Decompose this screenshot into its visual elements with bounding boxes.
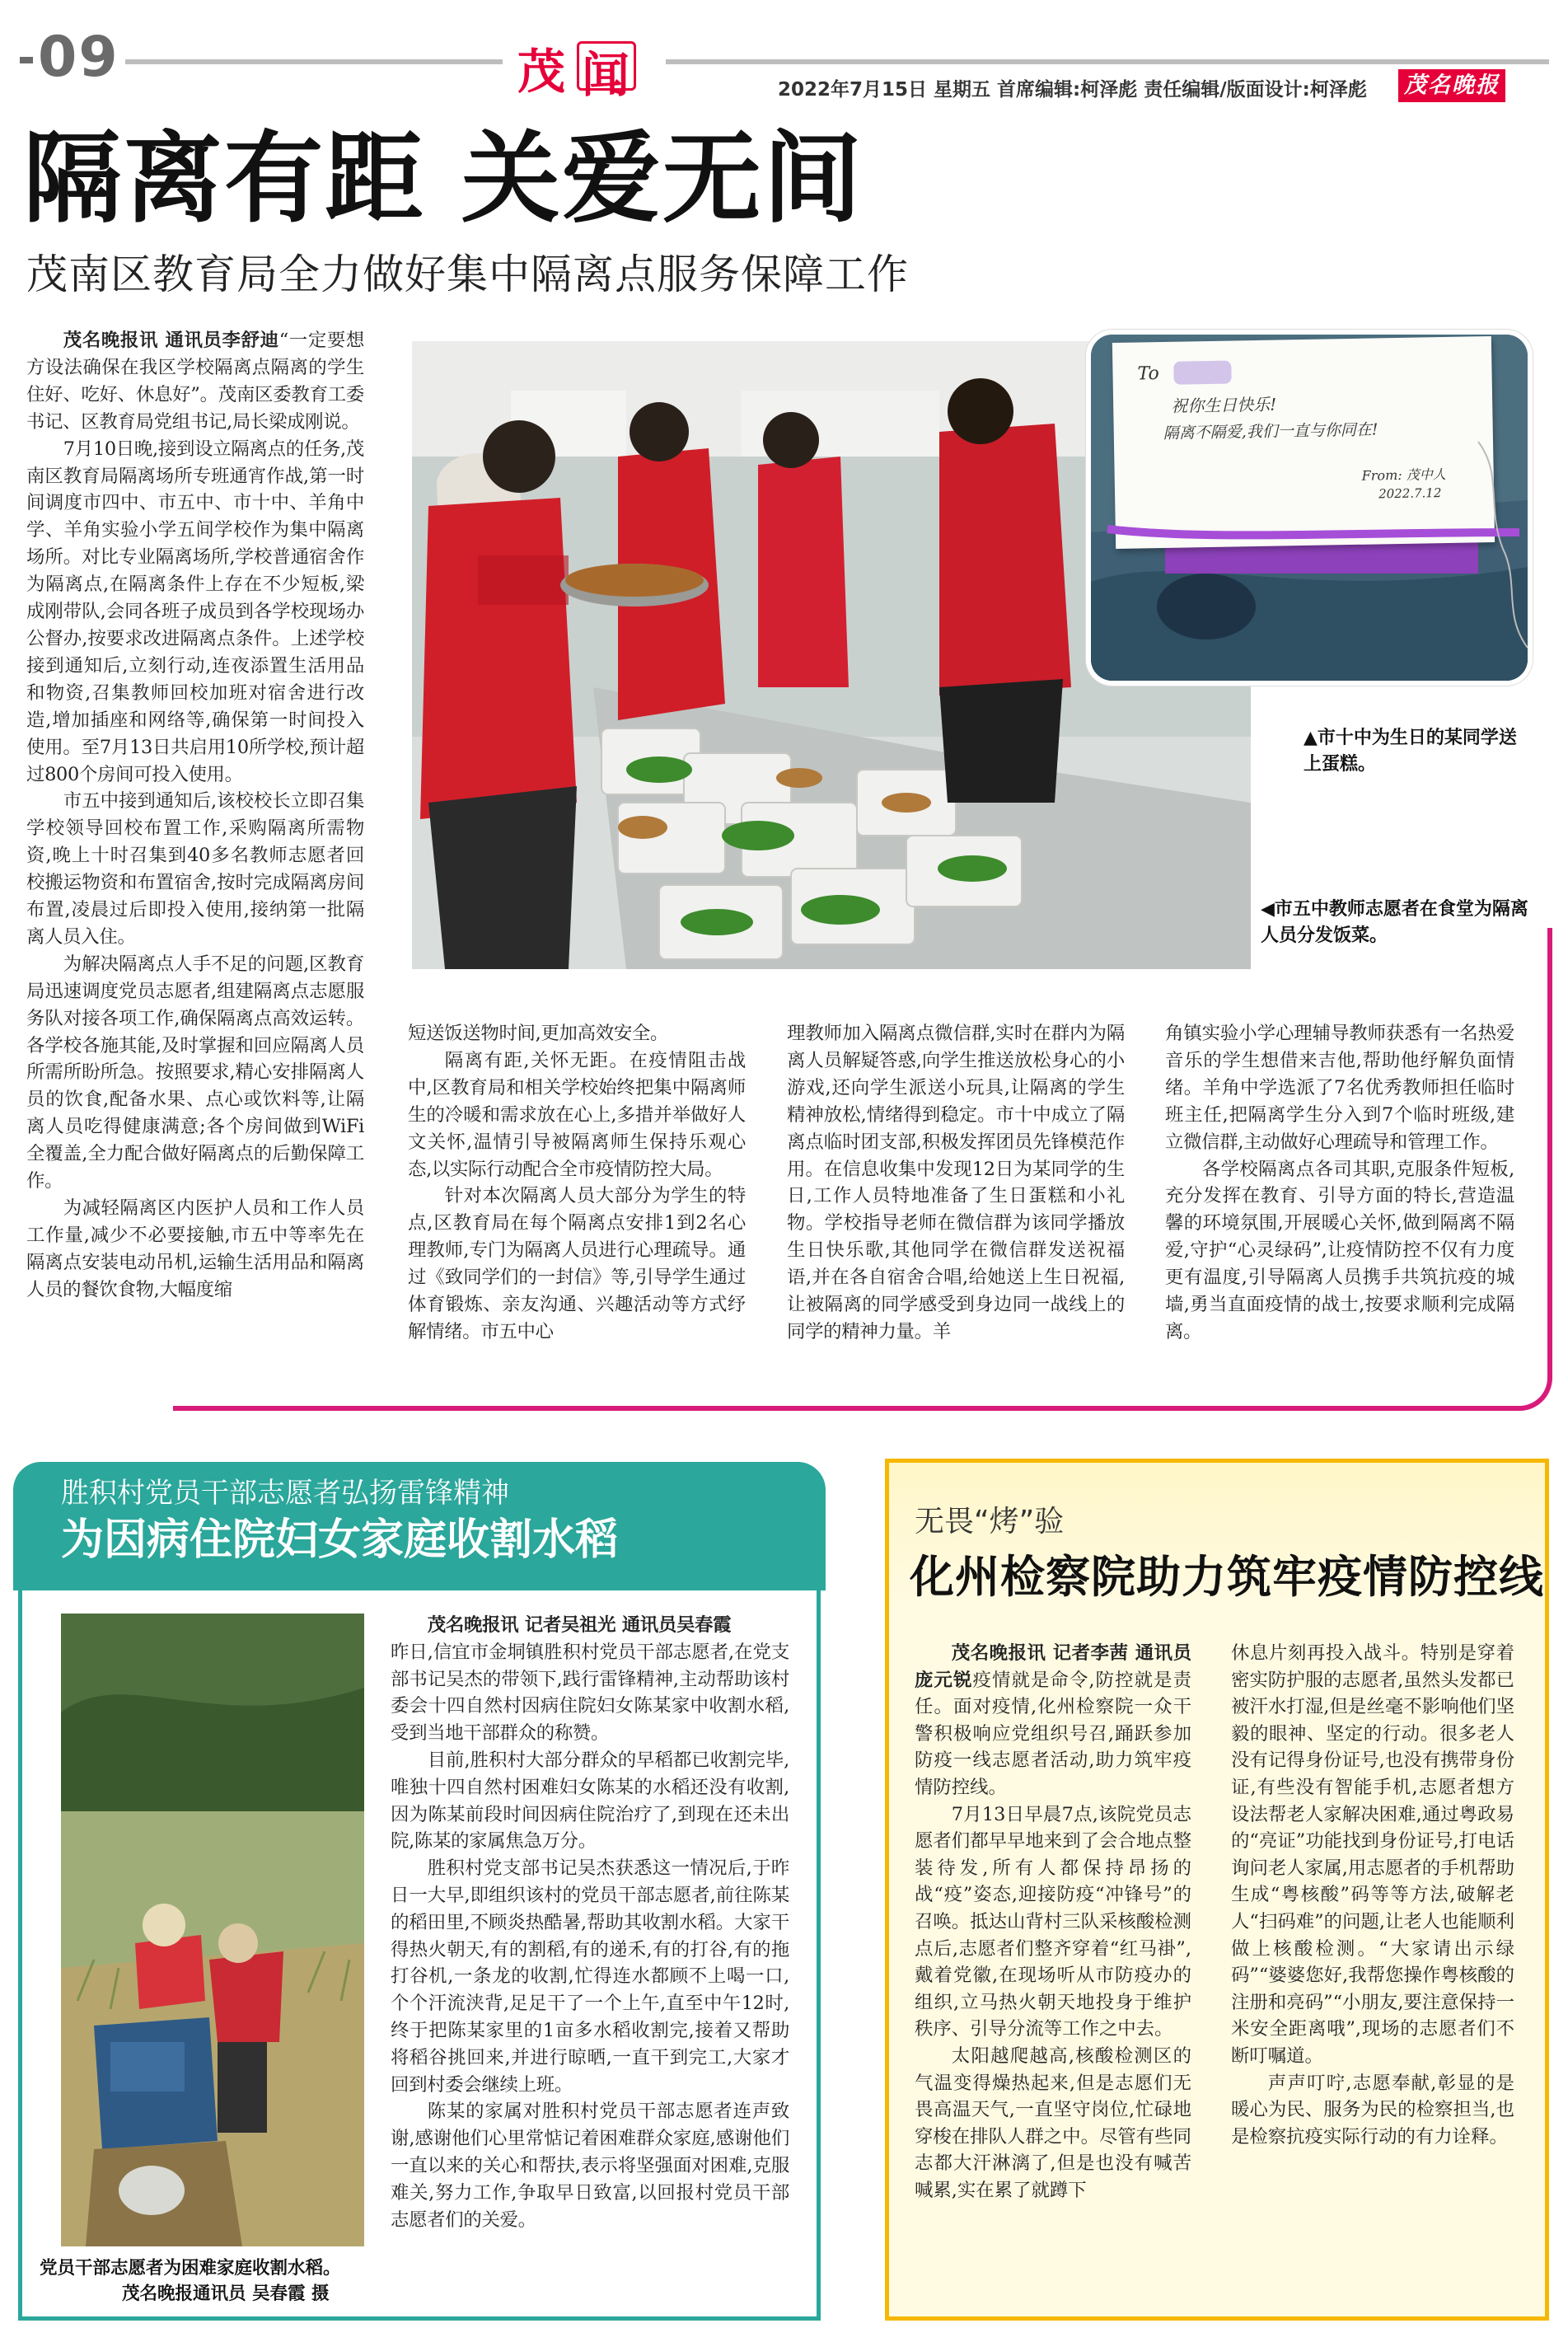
header-rule-right xyxy=(666,59,1549,64)
section-title: 茂 闻 xyxy=(517,33,651,96)
story1-col2: 短送饭送物时间,更加高效安全。 隔离有距,关怀无距。在疫情阻击战中,区教育局和相关学校始终把集中隔离师生的冷暖和需求放在心上,多措并举做好人文关怀,温情引导被隔离师生保持乐观心态,以实际行动配合全市疫情防控大局。 针对本次隔离人员大部分为学生的特点,区教育局在每个隔离点安排1到2名心理教师,专门为隔离人员进行心理疏导。通过《致同学们的一封信》等,引导学生通过体育锻炼、亲友沟通、兴趣活动等方式纾解情绪。市五中心 xyxy=(408,1023,746,1342)
story1-subhead: 茂南区教育局全力做好集中隔离点服务保障工作 xyxy=(26,251,909,298)
story1-headline: 隔离有距 关爱无间 xyxy=(23,122,864,237)
story2-photo-credit: 茂名晚报通讯员 吴春霞 摄 xyxy=(122,2284,330,2304)
story2-lead: 茂名晚报讯 记者吴祖光 通讯员吴春霞 xyxy=(427,1614,732,1636)
story1-col4: 角镇实验小学心理辅导教师获悉有一名热爱音乐的学生想借来吉他,帮助他纾解负面情绪。羊角中学选派了7名优秀教师担任临时班主任,把隔离学生分入到7个临时班级,建立微信群,主动做好心理疏导和管理工作。 各学校隔离点各司其职,克服条件短板,充分发挥在教育、引导方面的特长,营造温馨的环境氛围,开展暖心关怀,做到隔离不隔爱,守护“心灵绿码”,让疫情防控不仅有力度更有温度,引导隔离人员携手共筑抗疫的城墙,勇当直面疫情的战士,按要求顺利完成隔离。 xyxy=(1165,1023,1514,1342)
story2-kicker: 胜积村党员干部志愿者弘扬雷锋精神 xyxy=(61,1477,509,1510)
story1-lead: 茂名晚报讯 通讯员李舒迪 xyxy=(63,330,279,351)
story3-headline: 化州检察院助力筑牢疫情防控线 xyxy=(910,1551,1544,1603)
story1-col1: 茂名晚报讯 通讯员李舒迪“一定要想方设法确保在我区学校隔离点隔离的学生住好、吃好、休息好”。茂南区委教育工委书记、区教育局党组书记,局长梁成刚说。 7月10日晚,接到设立隔离点的任务,茂南区教育局隔离场所专班通宵作战,第一时间调度市四中、市五中、市十中、羊角中学、羊角实验小学五间学校作为集中隔离场所。对比专业隔离场所,学校普通宿舍作为隔离点,在隔离条件上存在不少短板,梁成刚带队,会同各班子成员到各学校现场办公督办,按要求改进隔离点条件。上述学校接到通知后,立刻行动,连夜添置生活用品和物资,召集教师回校加班对宿舍进行改造,增加插座和网络等,确保第一时间投入使用。至7月13日共启用10所学校,预计超过800个房间可投入使用。 市五中接到通知后,该校校长立即召集学校领导回校布置工作,采购隔离所需物资,晚上十时召集到40多名教师志愿者回校搬运物资和布置宿舍,按时完成隔离房间布置,凌晨过后即投入使用,接纳第一批隔离人员入住。 为解决隔离点人手不足的问题,区教育局迅速调度党员志愿者,组建隔离点志愿服务队对接各项工作,确保隔离点高效运转。各学校各施其能,及时掌握和回应隔离人员所需所盼所急。按照要求,精心安排隔离人员的饮食,配备水果、点心或饮料等,让隔离人员吃得健康满意;各个房间做到WiFi全覆盖,全力配合做好隔离点的后勤保障工作。 为减轻隔离区内医护人员和工作人员工作量,减少不必要接触,市五中等率先在隔离点安装电动吊机,运输生活用品和隔离人员的餐饮食物,大幅度缩 xyxy=(26,330,364,1300)
story3-col2: 休息片刻再投入战斗。特别是穿着密实防护服的志愿者,虽然头发都已被汗水打湿,但是丝毫不影响他们坚毅的眼神、坚定的行动。很多老人没有记得身份证号,也没有携带身份证,有些没有智能手机,志愿者想方设法帮老人家解决困难,通过粤政易的“亮证”功能找到身份证号,打电话询问老人家属,用志愿者的手机帮助生成“粤核酸”码等等方法,破解老人“扫码难”的问题,让老人也能顺利做上核酸检测。“大家请出示绿码”“婆婆您好,我帮您操作粤核酸的注册和亮码”“小朋友,要注意保持一米安全距离哦”,现场的志愿者们不断叮嘱道。 声声叮咛,志愿奉献,彰显的是暖心为民、服务为民的检察担当,也是检察抗疫实际行动的有力诠释。 xyxy=(1231,1642,1514,2148)
story2-body: 茂名晚报讯 记者吴祖光 通讯员吴春霞 昨日,信宜市金垌镇胜积村党员干部志愿者,在党支部书记吴杰的带领下,践行雷锋精神,主动帮助该村委会十四自然村因病住院妇女陈某家中收割水稻,受到当地干部群众的称赞。 目前,胜积村大部分群众的早稻都已收割完毕,唯独十四自然村困难妇女陈某的水稻还没有收割,因为陈某前段时间因病住院治疗了,到现在还未出院,陈某的家属焦急万分。 胜积村党支部书记吴杰获悉这一情况后,于昨日一大早,即组织该村的党员干部志愿者,前往陈某的稻田里,不顾炎热酷暑,帮助其收割水稻。大家干得热火朝天,有的割稻,有的递禾,有的打谷,有的拖打谷机,一条龙的收割,忙得连水都顾不上喝一口,个个汗流浃背,足足干了一个上午,直至中午12时,终于把陈某家里的1亩多水稻收割完,接着又帮助将稻谷挑回来,并进行晾晒,一直干到完工,大家才回到村委会继续上班。 陈某的家属对胜积村党员干部志愿者连声致谢,感谢他们心里常惦记着困难群众家庭,感谢他们一直以来的关心和帮扶,表示将坚强面对困难,克服难关,努力工作,争取早日致富,以回报村党员干部志愿者们的关爱。 xyxy=(391,1614,789,2231)
page-number: 09 xyxy=(20,25,119,90)
story1-inset-caption: ▲市十中为生日的某同学送上蛋糕。 xyxy=(1304,728,1517,775)
story3-lead: 茂名晚报讯 记者李茜 通讯员庞元锐 xyxy=(915,1642,1191,1691)
card-name-blur xyxy=(1173,361,1231,385)
story2-photo xyxy=(61,1614,364,2246)
header-rule-left xyxy=(125,59,503,64)
masthead-logo: 茂名晚报 xyxy=(1398,69,1505,102)
story2-photo-caption: 党员干部志愿者为困难家庭收割水稻。 xyxy=(40,2258,341,2279)
story1-main-caption: ◀市五中教师志愿者在食堂为隔离人员分发饭菜。 xyxy=(1261,899,1528,946)
story3-col1: 茂名晚报讯 记者李茜 通讯员庞元锐疫情就是命令,防控就是责任。面对疫情,化州检察院一众干警积极响应党组织号召,踊跃参加防疫一线志愿者活动,助力筑牢疫情防控线。 7月13日早晨7点,该院党员志愿者们都早早地来到了会合地点整装待发,所有人都保持昂扬的战“疫”姿态,迎接防疫“冲锋号”的召唤。抵达山背村三队采核酸检测点后,志愿者们整齐穿着“红马褂”,戴着党徽,在现场听从市防疫办的组织,立马热火朝天地投身于维护秩序、引导分流等工作之中去。 太阳越爬越高,核酸检测区的气温变得燥热起来,但是志愿们无畏高温天气,一直坚守岗位,忙碌地穿梭在排队人群之中。尽管有些同志都大汗淋漓了,但是也没有喊苦喊累,实在累了就蹲下 xyxy=(915,1642,1191,2201)
dateline: 2022年7月15日 星期五 首席编辑:柯泽彪 责任编辑/版面设计:柯泽彪 xyxy=(778,79,1367,101)
story1-frame-bottom xyxy=(173,1406,1360,1411)
story1-inset-photo xyxy=(1086,330,1533,686)
birthday-card: To 祝你生日快乐! 隔离不隔爱,我们一直与你同在! From: 茂中人 2022.7.12 xyxy=(1112,336,1495,549)
story1-frame-right xyxy=(1351,928,1552,1411)
story3-kicker: 无畏“烤”验 xyxy=(915,1505,1065,1539)
story1-col3: 理教师加入隔离点微信群,实时在群内为隔离人员解疑答惑,向学生推送放松身心的小游戏,还向学生派送小玩具,让隔离的学生精神放松,情绪得到稳定。市十中成立了隔离点临时团支部,积极发挥团员先锋模范作用。在信息收集中发现12日为某同学的生日,工作人员特地准备了生日蛋糕和小礼物。学校指导老师在微信群为该同学播放生日快乐歌,其他同学在微信群发送祝福语,并在各自宿舍合唱,给她送上生日祝福,让被隔离的同学感受到身边同一战线上的同学的精神力量。羊 xyxy=(787,1023,1125,1342)
story2-headline: 为因病住院妇女家庭收割水稻 xyxy=(61,1515,619,1565)
